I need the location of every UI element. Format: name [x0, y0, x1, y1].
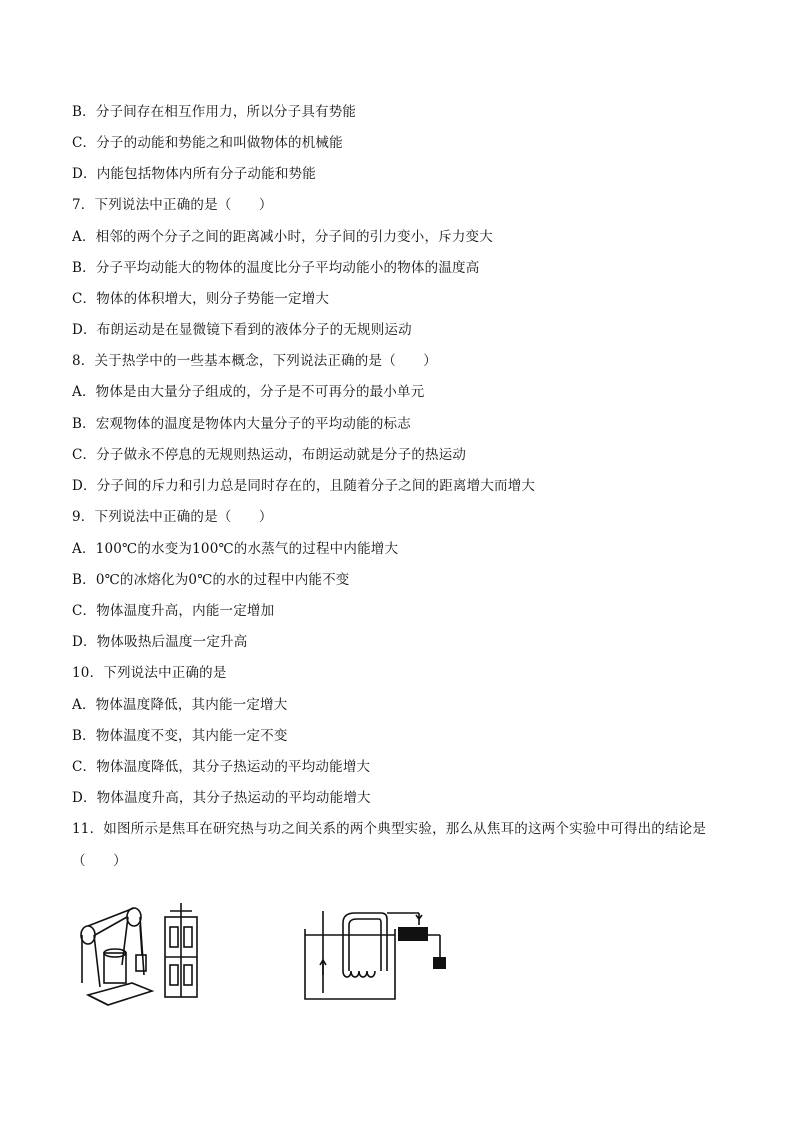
q11-stem-line2: （ ）: [72, 853, 127, 869]
generator-block: [398, 927, 428, 941]
q9-option-c: C．物体温度升高，内能一定增加: [72, 603, 275, 619]
joule-electric-heating-figure: [295, 905, 455, 1005]
q9-option-b: B．0℃的冰熔化为0℃的水的过程中内能不变: [72, 572, 350, 588]
q8-option-c: C．分子做永不停息的无规则热运动，布朗运动就是分子的热运动: [72, 447, 467, 463]
heating-coil: [343, 971, 375, 977]
q7-option-d: D．布朗运动是在显微镜下看到的液体分子的无规则运动: [72, 322, 412, 338]
q10-option-a: A．物体温度降低，其内能一定增大: [72, 697, 288, 713]
q8-option-a: A．物体是由大量分子组成的，分子是不可再分的最小单元: [72, 384, 425, 400]
left-pulley: [81, 926, 95, 944]
q10-option-d: D．物体温度升高，其分子热运动的平均动能增大: [72, 790, 371, 806]
q9-option-a: A．100℃的水变为100℃的水蒸气的过程中内能增大: [72, 541, 399, 557]
q6-option-b: B．分子间存在相互作用力，所以分子具有势能: [72, 104, 357, 120]
q7-stem: 7．下列说法中正确的是（ ）: [72, 197, 273, 213]
q7-option-b: B．分子平均动能大的物体的温度比分子平均动能小的物体的温度高: [72, 260, 480, 276]
q10-stem: 10．下列说法中正确的是: [72, 665, 227, 681]
q11-stem-line1: 11．如图所示是焦耳在研究热与功之间关系的两个典型实验，那么从焦耳的这两个实验中可得出的结论是: [72, 821, 707, 837]
q9-stem: 9．下列说法中正确的是（ ）: [72, 509, 273, 525]
q6-option-c: C．分子的动能和势能之和叫做物体的机械能: [72, 135, 343, 151]
q6-option-d: D．内能包括物体内所有分子动能和势能: [72, 166, 316, 182]
q10-option-b: B．物体温度不变，其内能一定不变: [72, 728, 288, 744]
base-platform: [88, 983, 152, 1005]
q8-stem: 8．关于热学中的一些基本概念，下列说法正确的是（ ）: [72, 353, 437, 369]
joule-paddle-wheel-figure: [70, 895, 220, 1010]
q10-option-c: C．物体温度降低，其分子热运动的平均动能增大: [72, 759, 371, 775]
hanging-weight: [433, 957, 446, 969]
q7-option-a: A．相邻的两个分子之间的距离减小时，分子间的引力变小，斥力变大: [72, 229, 493, 245]
q8-option-d: D．分子间的斥力和引力总是同时存在的，且随着分子之间的距离增大而增大: [72, 478, 536, 494]
q7-option-c: C．物体的体积增大，则分子势能一定增大: [72, 291, 330, 307]
q8-option-b: B．宏观物体的温度是物体内大量分子的平均动能的标志: [72, 416, 411, 432]
q9-option-d: D．物体吸热后温度一定升高: [72, 634, 248, 650]
